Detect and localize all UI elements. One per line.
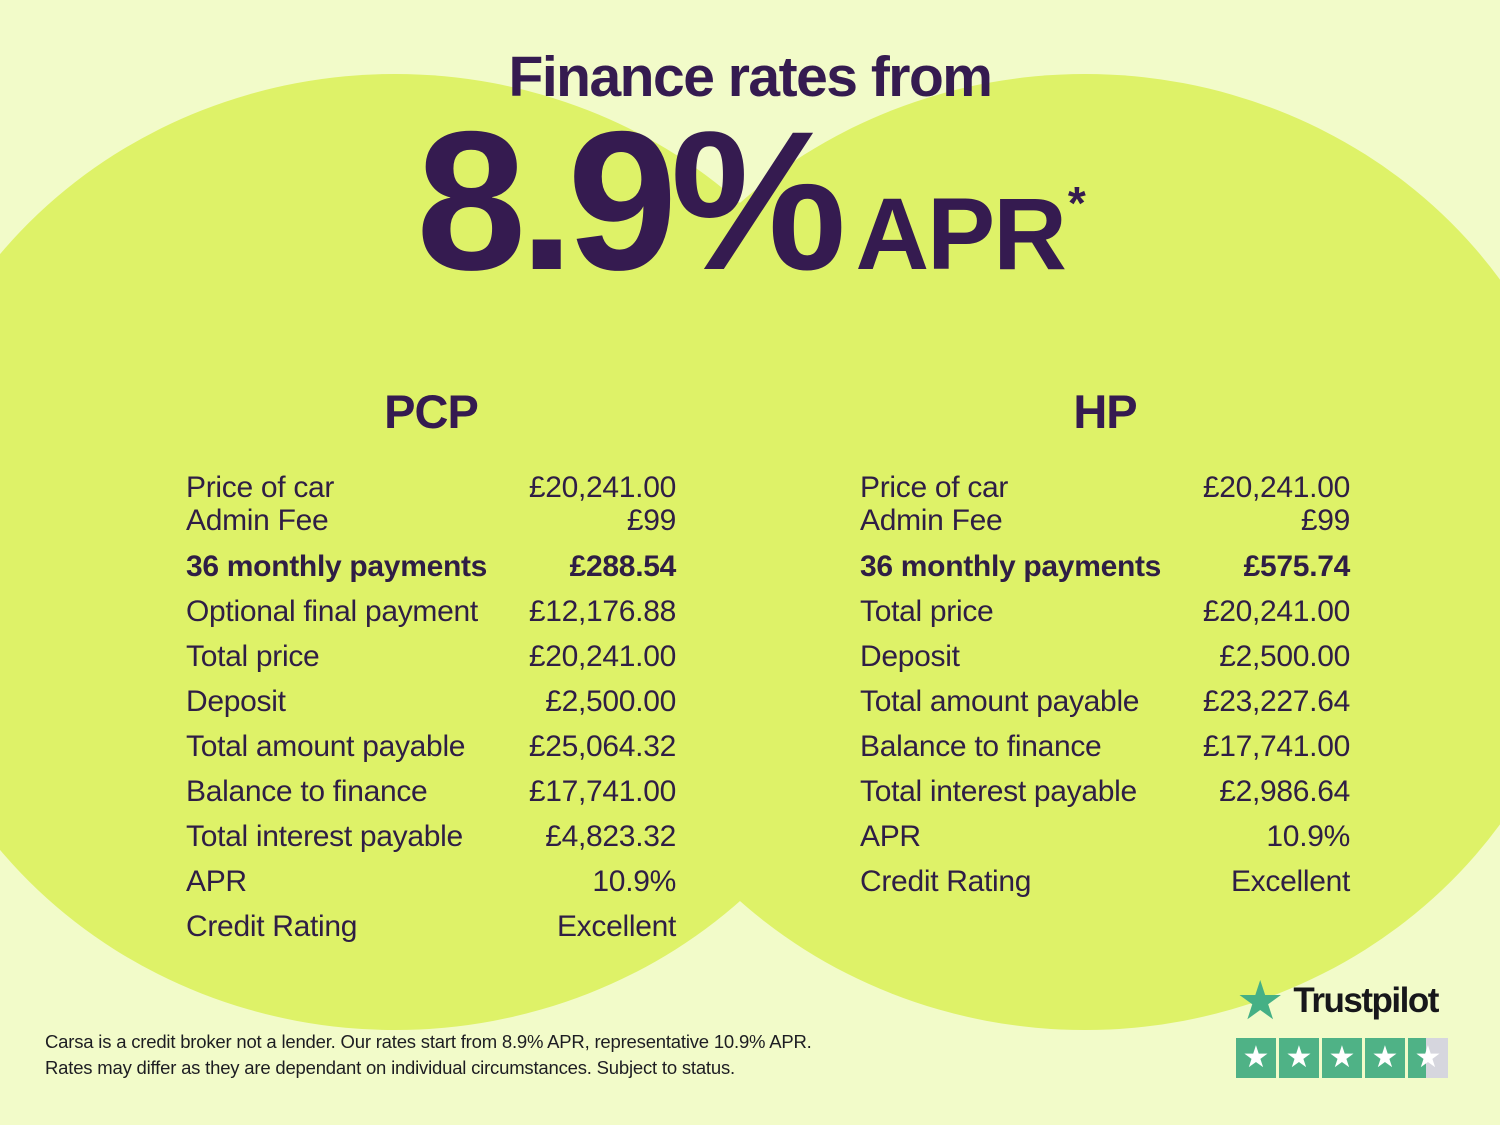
row-label: Total interest payable [860,774,1137,808]
finance-row [860,730,1350,763]
finance-row [186,640,676,673]
trustpilot-wordmark: Trustpilot [1293,981,1438,1020]
row-value: Excellent [1230,864,1350,898]
row-value: £17,741.00 [1202,729,1350,763]
row-label: 36 monthly payments [860,549,1162,583]
finance-row [860,550,1350,583]
finance-row [186,550,676,583]
rate-value: 8.9% [416,90,840,311]
pcp-title: PCP [384,385,478,438]
row-label: Total amount payable [186,729,466,763]
hp-title: HP [1073,385,1137,438]
hp-section [860,386,1350,910]
trustpilot-badge [1236,974,1448,1078]
row-label: Optional final payment [186,594,478,628]
finance-row [860,471,1350,504]
row-value: £20,241.00 [528,639,676,673]
row-value: £2,500.00 [1219,639,1350,673]
row-value: £4,823.32 [545,819,676,853]
row-value: £12,176.88 [528,594,676,628]
trustpilot-rating-stars [1236,1038,1448,1078]
finance-row [186,730,676,763]
finance-row [860,504,1350,537]
row-value: £17,741.00 [528,774,676,808]
row-label: Balance to finance [186,774,428,808]
row-label: Admin Fee [860,503,1003,537]
row-label: Balance to finance [860,729,1102,763]
row-value: £20,241.00 [1202,594,1350,628]
row-value: £25,064.32 [528,729,676,763]
finance-row [186,910,676,943]
trustpilot-logo [1236,974,1448,1028]
row-label: Total interest payable [186,819,463,853]
row-label: APR [186,864,247,898]
half-star-icon [1408,1038,1448,1078]
finance-row [186,775,676,808]
row-value: £99 [626,503,676,537]
rate-suffix-text: APR [855,177,1065,291]
row-label: Credit Rating [186,909,358,943]
page-title: Finance rates from [508,45,992,109]
finance-row [186,504,676,537]
row-value: £20,241.00 [528,470,676,504]
finance-row [186,471,676,504]
finance-row [860,775,1350,808]
row-label: APR [860,819,921,853]
row-value: £575.74 [1243,549,1350,583]
row-label: Admin Fee [186,503,329,537]
headline-rate [0,90,1500,311]
row-label: Total price [860,594,994,628]
row-value: £2,986.64 [1219,774,1350,808]
trustpilot-star-icon [1236,974,1284,1028]
star-icon [1279,1038,1319,1078]
finance-row [186,865,676,898]
pcp-section [186,386,676,955]
row-value: £99 [1300,503,1350,537]
row-value: 10.9% [592,864,676,898]
finance-row [860,820,1350,853]
finance-row [860,865,1350,898]
row-label: Deposit [860,639,960,673]
row-value: Excellent [556,909,676,943]
row-label: Total amount payable [860,684,1140,718]
star-icon [1236,1038,1276,1078]
row-label: Total price [186,639,320,673]
star-icon [1365,1038,1405,1078]
row-label: Credit Rating [860,864,1032,898]
finance-row [860,595,1350,628]
finance-row [186,595,676,628]
star-icon [1322,1038,1362,1078]
row-label: Deposit [186,684,286,718]
rate-asterisk: * [1067,177,1084,229]
finance-row [186,685,676,718]
pcp-rows [186,471,676,943]
row-value: £288.54 [569,549,676,583]
finance-row [860,685,1350,718]
row-label: Price of car [186,470,335,504]
rate-suffix [856,176,1084,293]
row-value: £23,227.64 [1202,684,1350,718]
row-value: £20,241.00 [1202,470,1350,504]
finance-row [860,640,1350,673]
disclaimer-line-2: Rates may differ as they are dependant on individual circumstances. Subject to status. [45,1057,735,1078]
row-value: £2,500.00 [545,684,676,718]
row-label: Price of car [860,470,1009,504]
hp-rows [860,471,1350,898]
finance-row [186,820,676,853]
disclaimer-line-1: Carsa is a credit broker not a lender. Our rates start from 8.9% APR, representative 10.9% APR. [45,1031,812,1052]
row-label: 36 monthly payments [186,549,488,583]
row-value: 10.9% [1266,819,1350,853]
disclaimer [45,1029,812,1081]
